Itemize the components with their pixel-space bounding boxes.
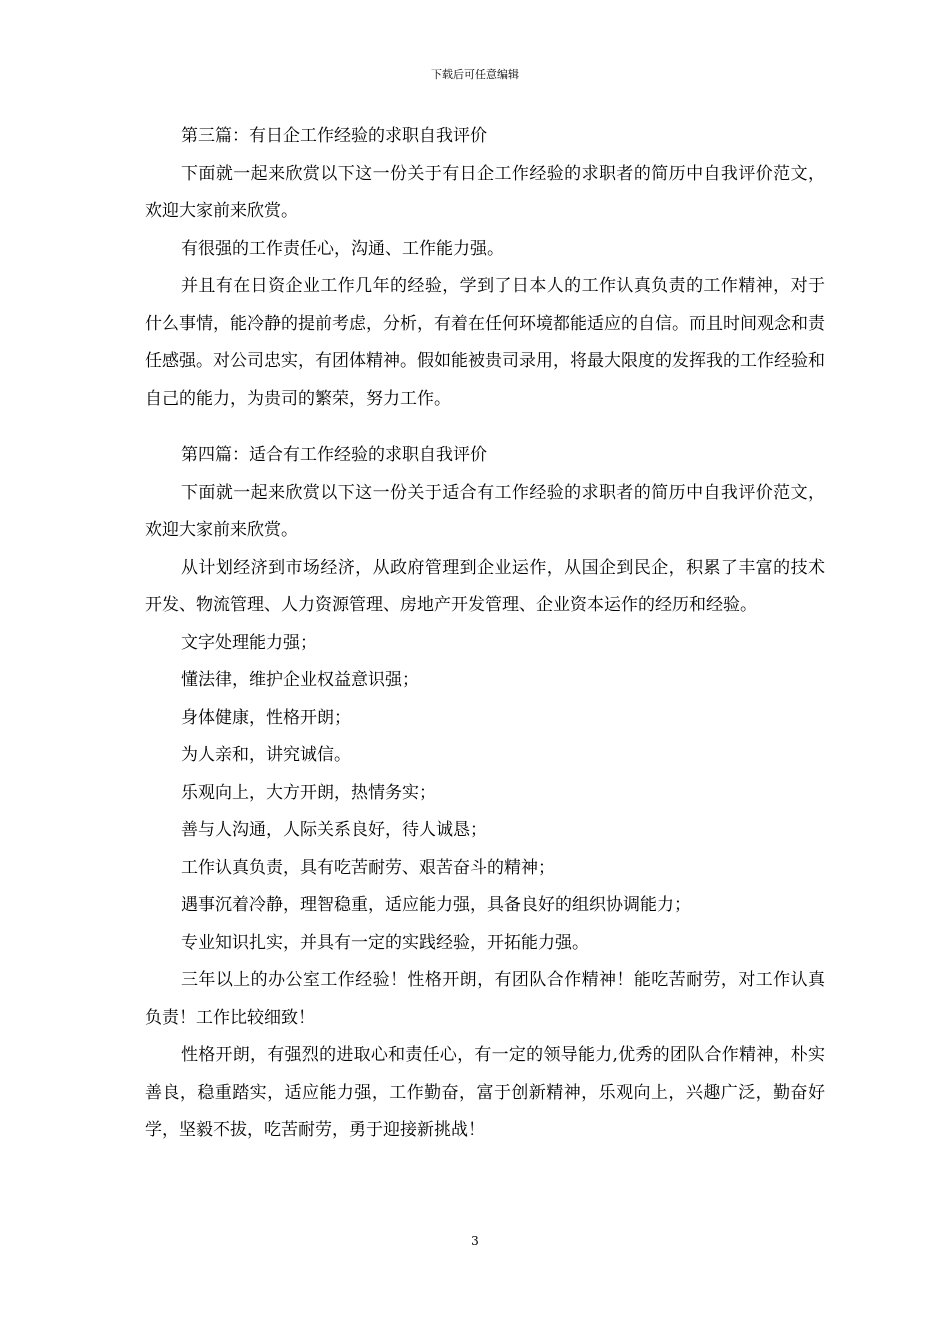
list-item: 善与人沟通，人际关系良好，待人诚恳； bbox=[181, 820, 487, 840]
section-4-title: 第四篇：适合有工作经验的求职自我评价 bbox=[181, 445, 487, 465]
page-number: 3 bbox=[471, 1234, 479, 1248]
section-4-intro: 下面就一起来欣赏以下这一份关于适合有工作经验的求职者的简历中自我评价范文，欢迎大家前来欣赏。 bbox=[145, 482, 825, 540]
section-4-paragraph-1: 从计划经济到市场经济，从政府管理到企业运作，从国企到民企，积累了丰富的技术开发、物流管理、人力资源管理、房地产开发管理、企业资本运作的经历和经验。 bbox=[145, 557, 825, 615]
section-gap bbox=[145, 418, 825, 437]
section-3-paragraph-1: 有很强的工作责任心，沟通、工作能力强。 bbox=[181, 238, 504, 259]
list-item: 专业知识扎实，并具有一定的实践经验，开拓能力强。 bbox=[181, 932, 589, 953]
list-item: 工作认真负责，具有吃苦耐劳、艰苦奋斗的精神； bbox=[181, 857, 555, 878]
list-item: 乐观向上，大方开朗，热情务实； bbox=[181, 782, 436, 803]
list-item: 懂法律，维护企业权益意识强； bbox=[181, 670, 419, 690]
page-header: 下载后可任意编辑 bbox=[431, 68, 519, 81]
section-4-paragraph-3: 性格开朗，有强烈的进取心和责任心，有一定的领导能力,优秀的团队合作精神，朴实善良，稳重踏实，适应能力强，工作勤奋，富于创新精神，乐观向上，兴趣广泛，勤奋好学，坚毅不拔，吃苦耐劳，勇于迎接新挑战！ bbox=[145, 1045, 825, 1140]
list-item: 身体健康，性格开朗； bbox=[181, 707, 351, 728]
list-item: 遇事沉着冷静，理智稳重，适应能力强，具备良好的组织协调能力； bbox=[181, 895, 691, 915]
section-4-paragraph-2: 三年以上的办公室工作经验！性格开朗，有团队合作精神！能吃苦耐劳，对工作认真负责！工作比较细致！ bbox=[145, 970, 825, 1028]
section-3-title: 第三篇：有日企工作经验的求职自我评价 bbox=[181, 126, 487, 146]
section-3-paragraph-2: 并且有在日资企业工作几年的经验，学到了日本人的工作认真负责的工作精神，对于什么事情，能冷静的提前考虑，分析，有着在任何环境都能适应的自信。而且时间观念和责任感强。对公司忠实，有团体精神。假如能被贵司录用，将最大限度的发挥我的工作经验和自己的能力，为贵司的繁荣，努力工作。 bbox=[145, 276, 825, 409]
list-item: 为人亲和，讲究诚信。 bbox=[181, 745, 351, 765]
document-body bbox=[145, 118, 825, 1150]
section-3-intro: 下面就一起来欣赏以下这一份关于有日企工作经验的求职者的简历中自我评价范文，欢迎大家前来欣赏。 bbox=[145, 163, 825, 221]
list-item: 文字处理能力强； bbox=[181, 632, 317, 653]
